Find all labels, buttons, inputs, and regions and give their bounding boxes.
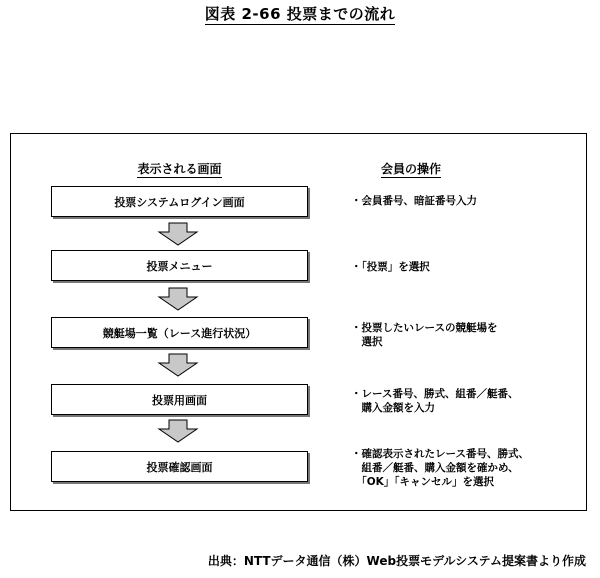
down-arrow-icon: [157, 419, 199, 443]
figure-title: 図表 2-66 投票までの流れ: [204, 5, 396, 23]
step-2-screen: 投票メニュー: [51, 250, 308, 281]
step-5-screen: 投票確認画面: [51, 451, 308, 482]
action-column-header: 会員の操作: [380, 162, 441, 176]
step-3-action: ・投票したいレースの競艇場を 選択: [351, 322, 498, 348]
step-3-screen: 競艇場一覧（レース進行状況）: [51, 317, 308, 348]
down-arrow-icon: [157, 287, 199, 311]
down-arrow-icon: [157, 353, 199, 377]
step-1-screen: 投票システムログイン画面: [51, 186, 308, 217]
down-arrow-icon: [157, 222, 199, 246]
screen-column-header: 表示される画面: [137, 162, 222, 176]
step-4-action: ・レース番号、勝式、組番／艇番、 購入金額を入力: [351, 388, 519, 414]
step-4-screen: 投票用画面: [51, 384, 308, 415]
step-5-action: ・確認表示されたレース番号、勝式、 組番／艇番、購入金額を確かめ、 「OK」「キャンセル」を選択: [351, 448, 529, 488]
flow-diagram-frame: [10, 133, 587, 511]
step-2-action: ・「投票」を選択: [351, 261, 430, 273]
source-note: 出典：NTTデータ通信（株）Web投票モデルシステム提案書より作成: [207, 554, 586, 568]
step-1-action: ・会員番号、暗証番号入力: [351, 195, 477, 207]
